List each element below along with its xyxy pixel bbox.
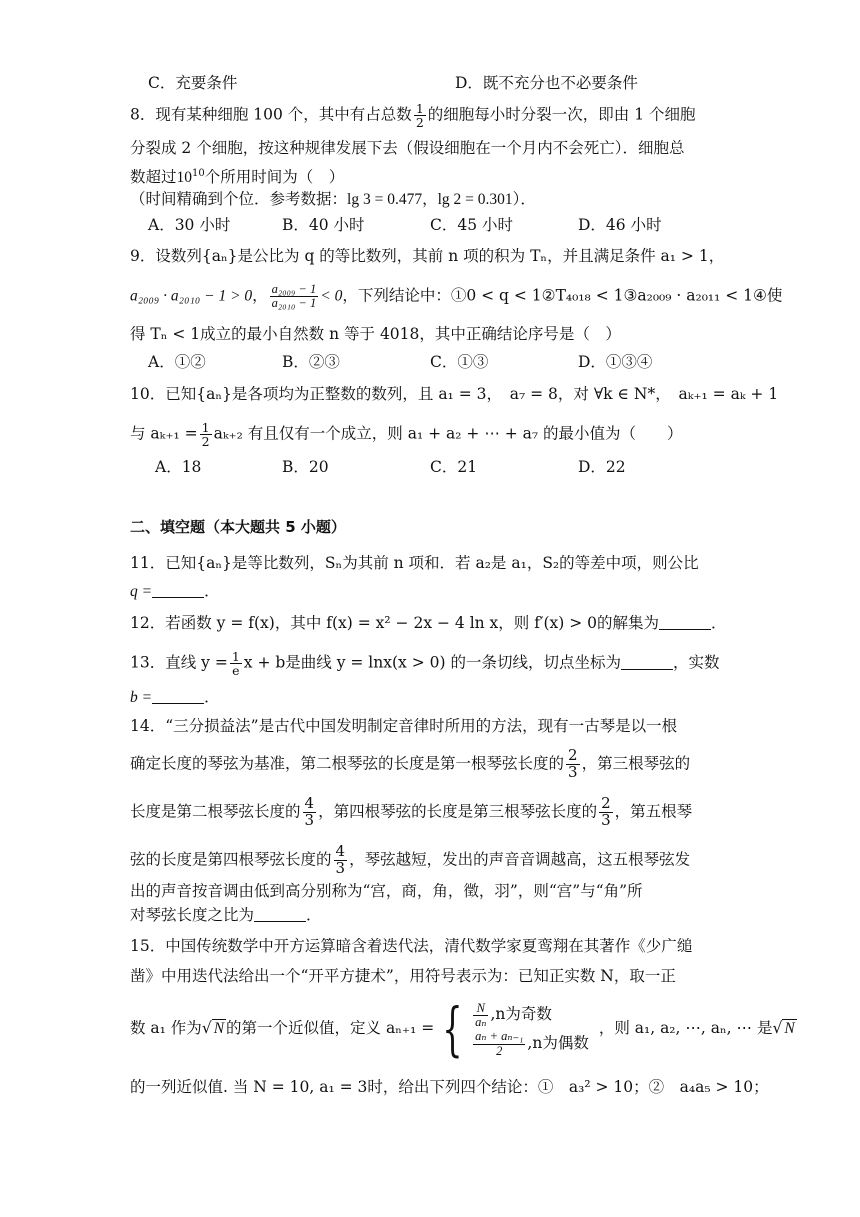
q8-separator: ， [422,190,438,208]
fraction-numerator: 4 [335,842,346,860]
sqrt-icon: √ [201,1019,212,1037]
q13-text-2b: ． [204,688,220,706]
q9-condition-2-tail: < 0 [320,287,343,305]
q14-fraction-2-3-b [599,796,613,829]
fraction-denominator: 3 [304,810,315,829]
q9-condition-fraction [270,283,319,310]
q10-line-2 [130,421,683,448]
q14-fraction-4-3-b [334,844,348,877]
q8-power-exponent: 10 [192,168,205,179]
q13-answer-blank-2 [152,689,204,704]
q10-option-b: B．20 [282,458,329,476]
q11-text-2a: q = [130,583,153,600]
q14-text-3a: 长度是第二根琴弦长度的 [130,802,301,821]
q13-text-2a: b = [130,689,153,706]
fraction-denominator: 2 [415,115,424,131]
q8-option-a: A．30 小时 [148,216,231,234]
fraction-numerator: 1 [201,420,210,435]
q14-line-5: 出的声音按音调由低到高分别称为“宫，商，角，徵，羽”，则“宫”与“角”所 [130,882,643,900]
fraction-numerator: 4 [304,794,315,812]
fraction-denominator: 2 [496,1043,503,1058]
q14-fraction-2-3 [566,748,580,781]
q15-text-3b: 的第一个近似值，定义 aₙ₊₁ = [226,1019,435,1037]
q15-piece-2-condition: ,n为偶数 [527,1034,589,1052]
q11-line-1: 11．已知{aₙ}是等比数列，Sₙ为其前 n 项和．若 a₂是 a₁，S₂的等差中项，则公比 [130,554,699,572]
q8-reference-1: lg 3 = 0.477 [347,191,423,208]
q14-text-3c: ，第五根琴 [614,802,693,821]
q8-reference-2: lg 2 = 0.301 [437,191,513,208]
q14-text-2a: 确定长度的琴弦为基准，第二根琴弦的长度是第一根琴弦长度的 [130,754,565,773]
fraction-denominator: 3 [568,762,578,781]
q14-line-6 [130,904,322,926]
q10-option-c: C．21 [430,458,478,476]
q8-text-3a: 数超过 [130,168,177,186]
q8-option-c: C．45 小时 [430,216,514,234]
q15-line-1: 15．中国传统数学中开方运算暗含着迭代法，清代数学家夏鸾翔在其著作《少广缒 [130,937,693,955]
q15-piecewise [471,1000,589,1057]
q14-text-3b: ，第四根琴弦的长度是第三根琴弦长度的 [318,802,598,821]
fraction-numerator: aₙ + aₙ₋₁ [475,1029,524,1044]
q14-answer-blank [254,907,306,922]
q13-text-1a: 13．直线 y = [130,653,228,672]
fraction-denominator: e [232,663,240,679]
q14-text-2b: ，第三根琴弦的 [581,754,691,773]
q15-piece-1-fraction [473,1002,488,1029]
q14-text-6a: 对琴弦长度之比为 [130,906,255,924]
q10-text-2a: 与 aₖ₊₁ = [130,424,198,443]
sqrt-icon: √ [772,1019,783,1037]
q15-sqrt-n [202,998,226,1059]
q10-option-d: D．22 [578,458,626,476]
sqrt-radicand: N [784,1020,795,1037]
q9-line-1: 9．设数列{aₙ}是公比为 q 的等比数列，其前 n 项的积为 Tₙ，并且满足条件 a₁ > 1， [130,247,725,265]
fraction-denominator: 2 [201,434,210,450]
q8-line-1 [130,102,695,129]
q9-line-3: 得 Tₙ < 1成立的最小自然数 n 等于 4018，其中正确结论序号是（ ） [130,325,621,343]
q10-fraction-half [200,421,212,448]
fraction-numerator: 2 [601,794,611,812]
q12-text-1a: 12．若函数 y = f(x)，其中 f(x) = x² − 2x − 4 ln x，则 f′(x) > 0的解集为 [130,614,660,632]
q15-piece-2-fraction [473,1030,525,1057]
q8-text-3b: 个所用时间为（ ） [204,168,345,186]
q14-text-4a: 弦的长度是第四根琴弦长度的 [130,850,332,869]
left-brace-icon: { [442,995,463,1063]
q15-sqrt-n-2 [772,998,796,1059]
fraction-denominator: 3 [601,810,611,829]
q14-line-1: 14．“三分损益法”是古代中国发明制定音律时所用的方法，现有一古琴是以一根 [130,717,678,735]
q8-option-b: B．40 小时 [282,216,365,234]
fraction-numerator: 2 [568,746,578,764]
q14-fraction-4-3 [303,796,317,829]
q9-condition-1: a₂₀₀₉ · a₂₀₁₀ − 1 > 0 [130,287,253,305]
q8-line-3 [130,163,344,189]
section-heading: 二、填空题（本大题共 5 小题） [130,518,346,536]
q11-answer-blank [152,583,204,598]
q13-line-1 [130,650,719,677]
q9-option-c: C．①③ [430,353,489,371]
fraction-numerator: 1 [231,649,240,664]
q14-line-2 [130,748,690,781]
q10-option-a: A．18 [155,458,202,476]
q11-text-2b: ． [204,582,220,600]
q15-line-4: 的一列近似值. 当 N = 10, a₁ = 3时，给出下列四个结论：① a₃² > 10；② a₄a₅ > 10； [130,1078,769,1096]
fraction-numerator: 1 [415,101,424,116]
sqrt-radicand: N [213,1020,225,1037]
q14-line-4 [130,844,690,877]
q15-piece-1-condition: ,n为奇数 [490,1005,552,1024]
q14-text-6b: ． [306,906,322,924]
q14-text-4b: ，琴弦越短，发出的声音音调越高，这五根琴弦发 [349,850,691,869]
q15-text-3c: ，则 a₁, a₂, ⋯, aₙ, ⋯ 是 [598,1019,773,1037]
q14-line-3 [130,796,692,829]
q10-text-2b: aₖ₊₂ 有且仅有一个成立，则 a₁ + a₂ + ⋯ + a₇ 的最小值为（ ） [213,424,683,443]
q15-line-3 [130,995,797,1063]
q9-text-2b: ，下列结论中：①0 < q < 1②T₄₀₁₈ < 1③a₂₀₀₉ · a₂₀₁₁ < 1④使 [342,286,783,305]
q13-answer-blank-1 [621,655,673,670]
q8-option-d: D．46 小时 [578,216,662,234]
q13-fraction [230,650,242,677]
q12-line-1 [130,612,727,634]
q7-option-c: C．充要条件 [148,74,238,92]
q13-text-1c: ，实数 [672,653,720,672]
q13-line-2 [130,686,220,709]
q8-fraction-half [414,102,426,129]
fraction-denominator: 3 [335,858,346,877]
q9-line-2: a₂₀₀₉ · a₂₀₁₀ − 1 > 0， $\frac{\text{a₂₀₀₉ − 1}}{\text{a₂₀₁₀ − 1}}$ < 0，下列结论中：①0 < q < 1②T₄₀₁₈ < 1③a₂₀₀₉ · a₂₀₁₁ < 1④使 [130,282,783,311]
q8-text-4a: （时间精确到个位．参考数据： [130,190,348,208]
q8-text-4b: ）． [512,190,536,208]
fraction-denominator: aₙ [475,1014,487,1029]
q7-option-d: D．既不充分也不必要条件 [455,74,638,92]
q15-piece-1 [471,1000,589,1029]
fraction-denominator: a₂₀₁₀ − 1 [271,296,317,311]
q8-text-1b: 的细胞每小时分裂一次，即由 1 个细胞 [427,105,696,124]
q8-text-1a: 8．现有某种细胞 100 个，其中有占总数 [130,105,412,124]
q15-line-2: 凿》中用迭代法给出一个“开平方捷术”，用符号表示为：已知正实数 N，取一正 [130,967,676,985]
q15-piece-2 [471,1029,589,1058]
q8-line-2: 分裂成 2 个细胞，按这种规律发展下去（假设细胞在一个月内不会死亡）．细胞总 [130,139,685,157]
q9-option-d: D．①③④ [578,353,653,371]
q8-line-4 [130,188,536,211]
fraction-numerator: N [473,1002,488,1016]
q12-answer-blank [659,615,711,630]
q12-text-1b: ． [711,614,727,632]
fraction-numerator: a₂₀₀₉ − 1 [271,282,317,296]
q9-option-a: A．①② [148,353,206,371]
q9-option-b: B．②③ [282,353,340,371]
q15-text-3a: 数 a₁ 作为 [130,1019,202,1037]
q10-line-1: 10．已知{aₙ}是各项均为正整数的数列，且 a₁ = 3， a₇ = 8，对 ∀k ∈ N*， aₖ₊₁ = aₖ + 1 [130,385,779,403]
q13-text-1b: x + b是曲线 y = lnx(x > 0) 的一条切线，切点坐标为 [243,653,621,672]
q11-line-2 [130,580,220,603]
q8-power-base: 10 [176,169,193,186]
